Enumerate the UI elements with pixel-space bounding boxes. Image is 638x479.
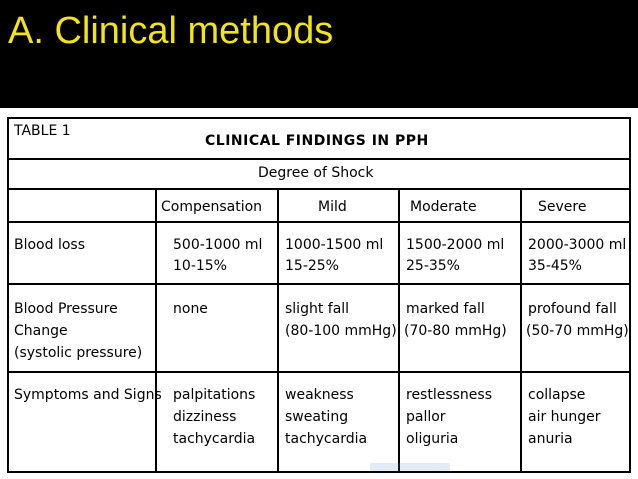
cell-blood-pressure-mild: (80-100 mmHg) (285, 323, 397, 339)
cell-blood-loss-moderate: 25-35% (406, 258, 460, 274)
cell-symptoms-severe: air hunger (528, 409, 601, 425)
rule-after-moderate (520, 188, 522, 473)
cell-blood-pressure-moderate: (70-80 mmHg) (404, 323, 507, 339)
cell-symptoms-moderate: pallor (406, 409, 446, 425)
row-header-blood-pressure: Blood Pressure (14, 301, 118, 317)
rule-below-blood-pressure (7, 371, 631, 373)
cell-symptoms-moderate: oliguria (406, 431, 459, 447)
cell-blood-loss-compensation: 500-1000 ml (173, 237, 263, 253)
column-header-severe: Severe (538, 199, 587, 215)
cell-blood-loss-compensation: 10-15% (173, 258, 227, 274)
cell-blood-pressure-moderate: marked fall (406, 301, 485, 317)
cell-blood-pressure-mild: slight fall (285, 301, 350, 317)
column-header-moderate: Moderate (410, 199, 477, 215)
cell-symptoms-severe: anuria (528, 431, 573, 447)
rule-below-column-headers (7, 221, 631, 223)
table-label: TABLE 1 (14, 123, 71, 139)
group-header: Degree of Shock (258, 165, 374, 181)
row-header-blood-pressure: (systolic pressure) (14, 345, 143, 361)
row-header-symptoms-signs: Symptoms and Signs (14, 387, 162, 403)
rule-below-group-header (7, 188, 631, 190)
rule-after-compensation (277, 188, 279, 473)
cell-symptoms-mild: sweating (285, 409, 349, 425)
rule-after-row-header (155, 188, 157, 473)
slide-title: A. Clinical methods (8, 10, 334, 52)
cell-blood-pressure-compensation: none (173, 301, 208, 317)
rule-after-mild (398, 188, 400, 473)
cell-blood-pressure-severe: (50-70 mmHg) (526, 323, 629, 339)
rule-below-title (7, 158, 631, 160)
watermark (370, 463, 450, 471)
cell-blood-loss-mild: 15-25% (285, 258, 339, 274)
cell-symptoms-moderate: restlessness (406, 387, 493, 403)
cell-symptoms-severe: collapse (528, 387, 586, 403)
cell-blood-loss-moderate: 1500-2000 ml (406, 237, 505, 253)
cell-symptoms-compensation: palpitations (173, 387, 256, 403)
cell-symptoms-mild: tachycardia (285, 431, 368, 447)
cell-blood-loss-severe: 2000-3000 ml (528, 237, 627, 253)
column-header-mild: Mild (318, 199, 347, 215)
cell-symptoms-compensation: dizziness (173, 409, 237, 425)
row-header-blood-loss: Blood loss (14, 237, 86, 253)
table-title: CLINICAL FINDINGS IN PPH (205, 133, 429, 149)
cell-blood-loss-severe: 35-45% (528, 258, 582, 274)
row-header-blood-pressure: Change (14, 323, 68, 339)
clinical-findings-table (0, 108, 638, 479)
rule-below-blood-loss (7, 283, 631, 285)
cell-symptoms-compensation: tachycardia (173, 431, 256, 447)
cell-symptoms-mild: weakness (285, 387, 354, 403)
column-header-compensation: Compensation (161, 199, 263, 215)
cell-blood-pressure-severe: profound fall (528, 301, 617, 317)
cell-blood-loss-mild: 1000-1500 ml (285, 237, 384, 253)
